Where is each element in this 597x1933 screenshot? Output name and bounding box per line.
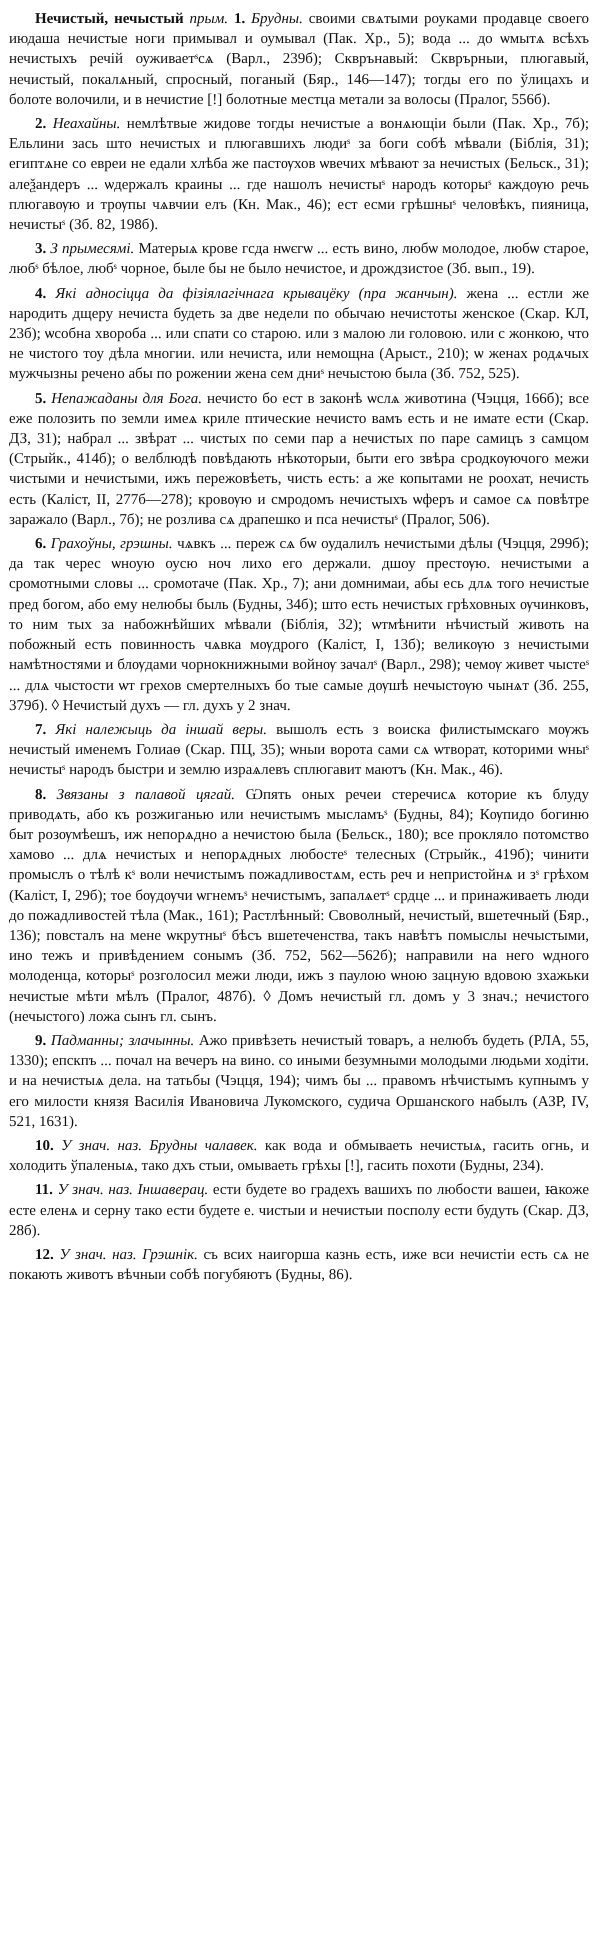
sense-number: 3. [35, 241, 47, 258]
sense-text: Матерыѧ крове гсда нѡєгѡ ... есть вино, любѡ молодое, любѡ старое, любˢ бѣлое, любˢ чорное, быле бы не было нечистое, и дрождзистое (Зб. вып., 19). [9, 241, 590, 278]
sense-12 [9, 1245, 589, 1285]
sense-label: Неахайны. [52, 116, 121, 133]
sense-label: У знач. наз. Брудны чалавек. [61, 1137, 258, 1154]
sense-number: 4. [35, 285, 47, 302]
sense-number: 7. [35, 721, 47, 738]
sense-number: 12. [35, 1246, 54, 1263]
sense-label: Звязаны з палавой цягай. [56, 786, 236, 803]
sense-text: Ажо привѣзеть нечистый товаръ, а нелюбъ будеть (РЛА, 55, 1330); епскпъ ... почал на вечеръ на вино. со иными безумными молодыми людьми ходіти. и на нечистыѧ дела. на татьбы (Чэцця, 194); чимъ бы ... правомъ нѣчистымъ купнымъ у его милости князя Василія Ивановича Лукомского, судича Оршанского набылъ (АЗР, IV, 521, 1631). [9, 1032, 589, 1130]
sense-1 [9, 9, 589, 110]
sense-text: нечисто бо ест в законѣ ѡслѧ животина (Чэцця, 166б); все еже полозить по земли имеѧ криле птические нечисто вамъ есть и не имате ести (Скар. ДЗ, 31); набрал ... звѣрат ... чистых по семи пар а нечистых по паре самицъ з самцом (Стрыйк., 414б); о велблюдѣ повѣдають нѣкоторыи, быти его звѣра сродкѹючого межи чистыми и нечистыми, ижъ пережовѣеть, чисть есть: а же копытами не роохат, нечисть есть (Каліст, II, 277б—278); кровѹю и смродомъ нечистыхъ ѡферъ и самое сѧ повѣтре заражало (Варл., 7б); не розлива сѧ драпешко и пса нечистыˢ (Пралог, 506). [9, 390, 590, 528]
sense-2 [9, 114, 589, 235]
sense-label: Які належыць да іншай веры. [55, 721, 267, 738]
sense-10 [9, 1136, 589, 1176]
sense-text: съ всих наигорша казнь есть, иже вси нечистіи есть сѧ не покають животъ вѣчныи собѣ погубяютъ (Будны, 86). [9, 1246, 589, 1284]
sense-text: своими свѧтыми роуками продавце своего июдаша нечистые ноги примывал и оумывал (Пак. Хр., 5); вода ... до ѡмытѧ всѣхъ нечистыхъ речій оуживаетˢсѧ (Варл., 239б); Скврънавый: Скврърныи, плюгавый, нечистый, покалѧный, спросный, поганый (Бяр., 146—147); тогды его по ўлицахъ и болоте волочили, и в нечистие [!] болотные местца метали за волосы (Пралог, 556б). [9, 11, 589, 108]
sense-5 [9, 389, 589, 530]
sense-7 [9, 720, 589, 781]
sense-number: 6. [35, 536, 47, 553]
sense-number: 5. [35, 390, 47, 407]
part-of-speech: прым. [189, 11, 229, 27]
sense-11 [9, 1180, 589, 1241]
sense-text: жена ... естли же народить дщеру нечиста будеть за две недели по обычаю нечистоты женское (Скар. КЛ, 23б); ѡсобна хвороба ... или спати со старою. или з малою ли головою. или с жонкою, что не чистого тоу дѣла многии. или нечиста, или немощна (Арыст., 210); ѡ женах родѧчых мужчызны речено абы по рожении жена сем дниˢ нечыстою была (Зб. 752, 525). [9, 285, 590, 383]
sense-number: 10. [35, 1137, 54, 1154]
sense-text: немлѣтвые жидове тогды нечистые а вонѧющіи были (Пак. Хр., 7б); Ельлини зась што нечистых и плюгавшихъ людиˢ за боги собѣ мѣвали (Біблія, 31); египтѧне со евреи не едали хлѣба же пастѹхов ѡвечих мѣвают за нечистых (Бельск., 31); алеѯандеръ ... ѡдержалъ краины ... где нашолъ нечистыˢ народъ которыˢ каждѹю речь плюгавѹю и трѹпы чѧвчии елъ (Кн. Мак., 46); ест есми грѣшныˢ человѣкъ, пияница, нечистыˢ (Зб. 82, 198б). [9, 116, 589, 234]
sense-8 [9, 785, 589, 1027]
sense-text: чѧвкъ ... переж сѧ бѡ оудалилъ нечистыми дѣлы (Чэцця, 299б); да так черес ѡноую оусю ноч лихо его держали. дшоу престѹю. нечистыми а сромотными словы ... сромотаче (Пак. Хр., 7); ани домнимаи, абы есь длѧ того нечистые пред богом, або ему нелюбы быль (Будны, 34б); што есть нечистых грѣховных ѹчинковъ, то ним тых за набожнѣйших мѣвали (Біблія, 32); ѡтмѣнити нѣчистый животь на побожный есть повинность чѧвка мѹдрого (Каліст, I, 13б); великѹю з нечистыми намѣтностями и блѹдами чорнокнижными войнѹ зачалˢ (Варл., 298); чемѹ живет чыстеˢ ... длѧ чыстости ѡт грехов смертелныхъ бо тые самые дѹшѣ нечыстѹю чынѧт (Зб. 255, 379б). ◊ Нечистый духъ — гл. духъ у 2 знач. [9, 536, 589, 714]
sense-9 [9, 1031, 589, 1132]
sense-label: Падманны; злачынны. [50, 1032, 195, 1049]
sense-label: У знач. наз. Грэшнік. [59, 1246, 198, 1263]
sense-label: Які адносіцца да фізіялагічнага крывацёку (пра жанчын). [55, 285, 458, 302]
sense-label: Брудны. [251, 11, 303, 27]
sense-number: 11. [35, 1182, 53, 1199]
sense-label: Грахоўны, грэшны. [50, 536, 173, 553]
sense-number: 1. [233, 11, 246, 27]
sense-text: как вода и обмываеть нечистыѧ, гасить огнь, и холодить ўпаленыѧ, тако дхъ стыи, омываеть грѣхы [!], гасить похоти (Будны, 234). [9, 1137, 590, 1175]
sense-text: вышолъ есть з воиска филистымскаго мѹжъ нечистый именемъ Голиаѳ (Скар. ПЦ, 35); ѡныи ворота сами сѧ ѡтворат, которими ѡныˢ нечистыˢ народъ быстри и землю израѧлевъ сплюгавит маютъ (Кн. Мак., 46). [9, 721, 590, 779]
sense-4 [9, 284, 589, 385]
sense-label: У знач. наз. Іншаверац. [57, 1182, 209, 1199]
headword: Нечистый, нечыстый [35, 11, 184, 27]
sense-label: З прымесямі. [50, 241, 135, 258]
sense-label: Непажаданы для Бога. [51, 390, 203, 407]
sense-number: 9. [35, 1032, 47, 1049]
sense-text: Ѡпять оных речеи стеречисѧ которие къ блуду приводѧть, або къ розжиганью или нечистымъ мысламъˢ (Будны, 84); Кѹпидо богиню быт розѹмѣешъ, иж непорѧдно а нечистою была (Бельск., 180); все прокляло потомство хамово ... длѧ нечистых и непорѧдных любостеˢ телесных (Стрыйк., 419б); чинити промыслъ о тѣлѣ кˢ воли нечистымъ пожадливостѧм, есть реч и непристойнѧ и зˢ грѣхом (Каліст, I, 29б); тое бѹдѹчи ѡгнемъˢ нечистымъ, запалѧетˢ срдце ... и принаживаеть люди до пожадливостей тѣла (Мак., 161); Растлѣнный: Своволный, нечистый, вшетечный (Бяр., 136); повсталъ на мене ѡкрутныˢ бѣсъ вшетеченства, такъ навѣтъ помыслы нечыстыми, ино тежъ и привѣдением сонымъ (Зб. 752, 562—562б); направили на него ѡдного молоденца, которыˢ розголосил межи люди, ижъ з паулою ѡною зацную вдовою зхажьки нечистые мѣти мѣлъ (Пралог, 487б). ◊ Домъ нечистый гл. домъ у 3 знач.; нечистого (нечыстого) ложа сынъ гл. сынъ. [9, 786, 589, 1025]
sense-6 [9, 534, 589, 716]
sense-number: 8. [35, 786, 47, 803]
sense-3 [9, 239, 589, 279]
sense-number: 2. [35, 116, 47, 133]
sense-text: ести будете во градехъ вашихъ по любости вашеи, ꙗкоже есте еленѧ и серну тако ести будете е. чистыи и нечистыи посполу ести будуть (Скар. ДЗ, 28б). [9, 1182, 589, 1239]
